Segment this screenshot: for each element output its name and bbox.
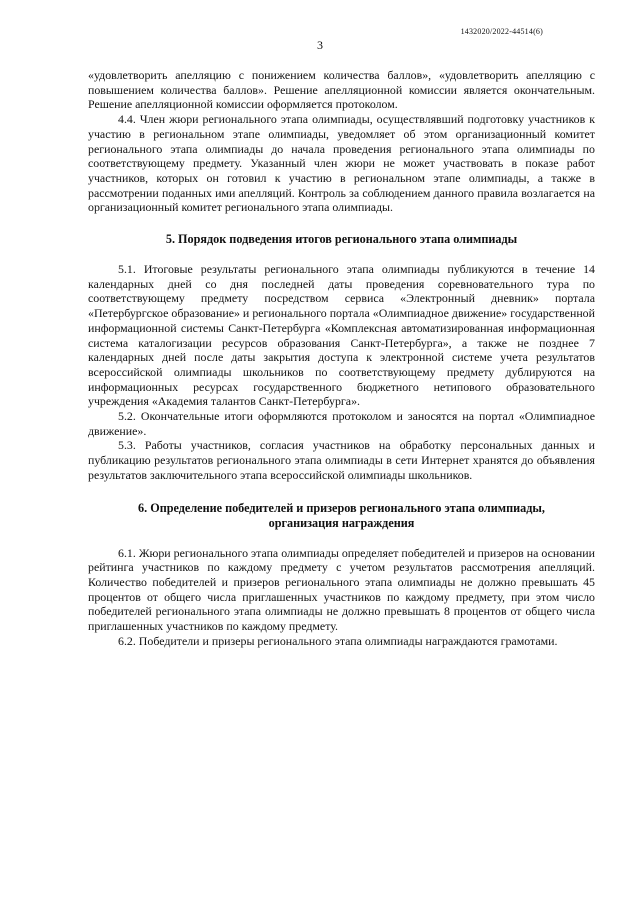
paragraph-5-2: 5.2. Окончательные итоги оформляются протоколом и заносятся на портал «Олимпиадное движение». xyxy=(88,409,595,438)
section-6-heading-line2: организация награждения xyxy=(268,515,415,530)
document-body xyxy=(88,68,595,649)
section-5-heading: 5. Порядок подведения итогов регионального этапа олимпиады xyxy=(165,232,518,247)
paragraph-5-1: 5.1. Итоговые результаты регионального этапа олимпиады публикуются в течение 14 календарных дней со дня последней даты проведения соревновательного тура по соответствующему предмету посредством сервиса «Электронный дневник» портала «Петербургское образование» и регионального портала «Олимпиадное движение» государственной информационной системы Санкт-Петербурга «Комплексная автоматизированная информационная система каталогизации ресурсов образования Санкт-Петербурга», а также не позднее 7 календарных дней после даты закрытия доступа к электронной системе учета результатов всероссийской олимпиады школьников по соответствующему предмету дублируются на информационных ресурсах государственного бюджетного нетипового образовательного учреждения «Академия талантов Санкт-Петербурга». xyxy=(88,262,595,409)
page-number: 3 xyxy=(317,38,323,52)
paragraph-6-2: 6.2. Победители и призеры регионального этапа олимпиады награждаются грамотами. xyxy=(118,633,558,648)
paragraph-4-3-continuation: «удовлетворить апелляцию с понижением количества баллов», «удовлетворить апелляцию с повышением количества баллов». Решение апелляционной комиссии является окончательным. Решение апелляционной комиссии оформляется протоколом. xyxy=(88,68,595,112)
paragraph-6-1: 6.1. Жюри регионального этапа олимпиады определяет победителей и призеров на основании рейтинга участников по каждому предмету с учетом результатов рассмотрения апелляций. Количество победителей и призеров регионального этапа олимпиады не должно превышать 45 процентов от общего числа приглашенных участников по каждому предмету, при этом число победителей регионального этапа олимпиады не должно превышать 8 процентов от общего числа приглашенных участников по каждому предмету. xyxy=(88,545,595,634)
paragraph-4-4: 4.4. Член жюри регионального этапа олимпиады, осуществлявший подготовку участников к участию в региональном этапе олимпиады, уведомляет об этом организационный комитет регионального этапа олимпиады до начала проведения регионального этапа олимпиады по соответствующему предмету. Указанный член жюри не может участвовать в показе работ участников, которых он готовил к участию в региональном этапе олимпиады, а также в рассмотрении поданных ими апелляций. Контроль за соблюдением данного правила возлагается на организационный комитет регионального этапа олимпиады. xyxy=(88,112,595,215)
paragraph-5-3: 5.3. Работы участников, согласия участников на обработку персональных данных и публикацию результатов регионального этапа олимпиады в сети Интернет хранятся до объявления результатов заключительного этапа всероссийской олимпиады школьников. xyxy=(88,438,595,482)
section-6-heading xyxy=(88,501,595,531)
document-id: 1432020/2022-44514(6) xyxy=(460,27,543,36)
section-6-heading-line1: 6. Определение победителей и призеров регионального этапа олимпиады, xyxy=(138,500,545,515)
